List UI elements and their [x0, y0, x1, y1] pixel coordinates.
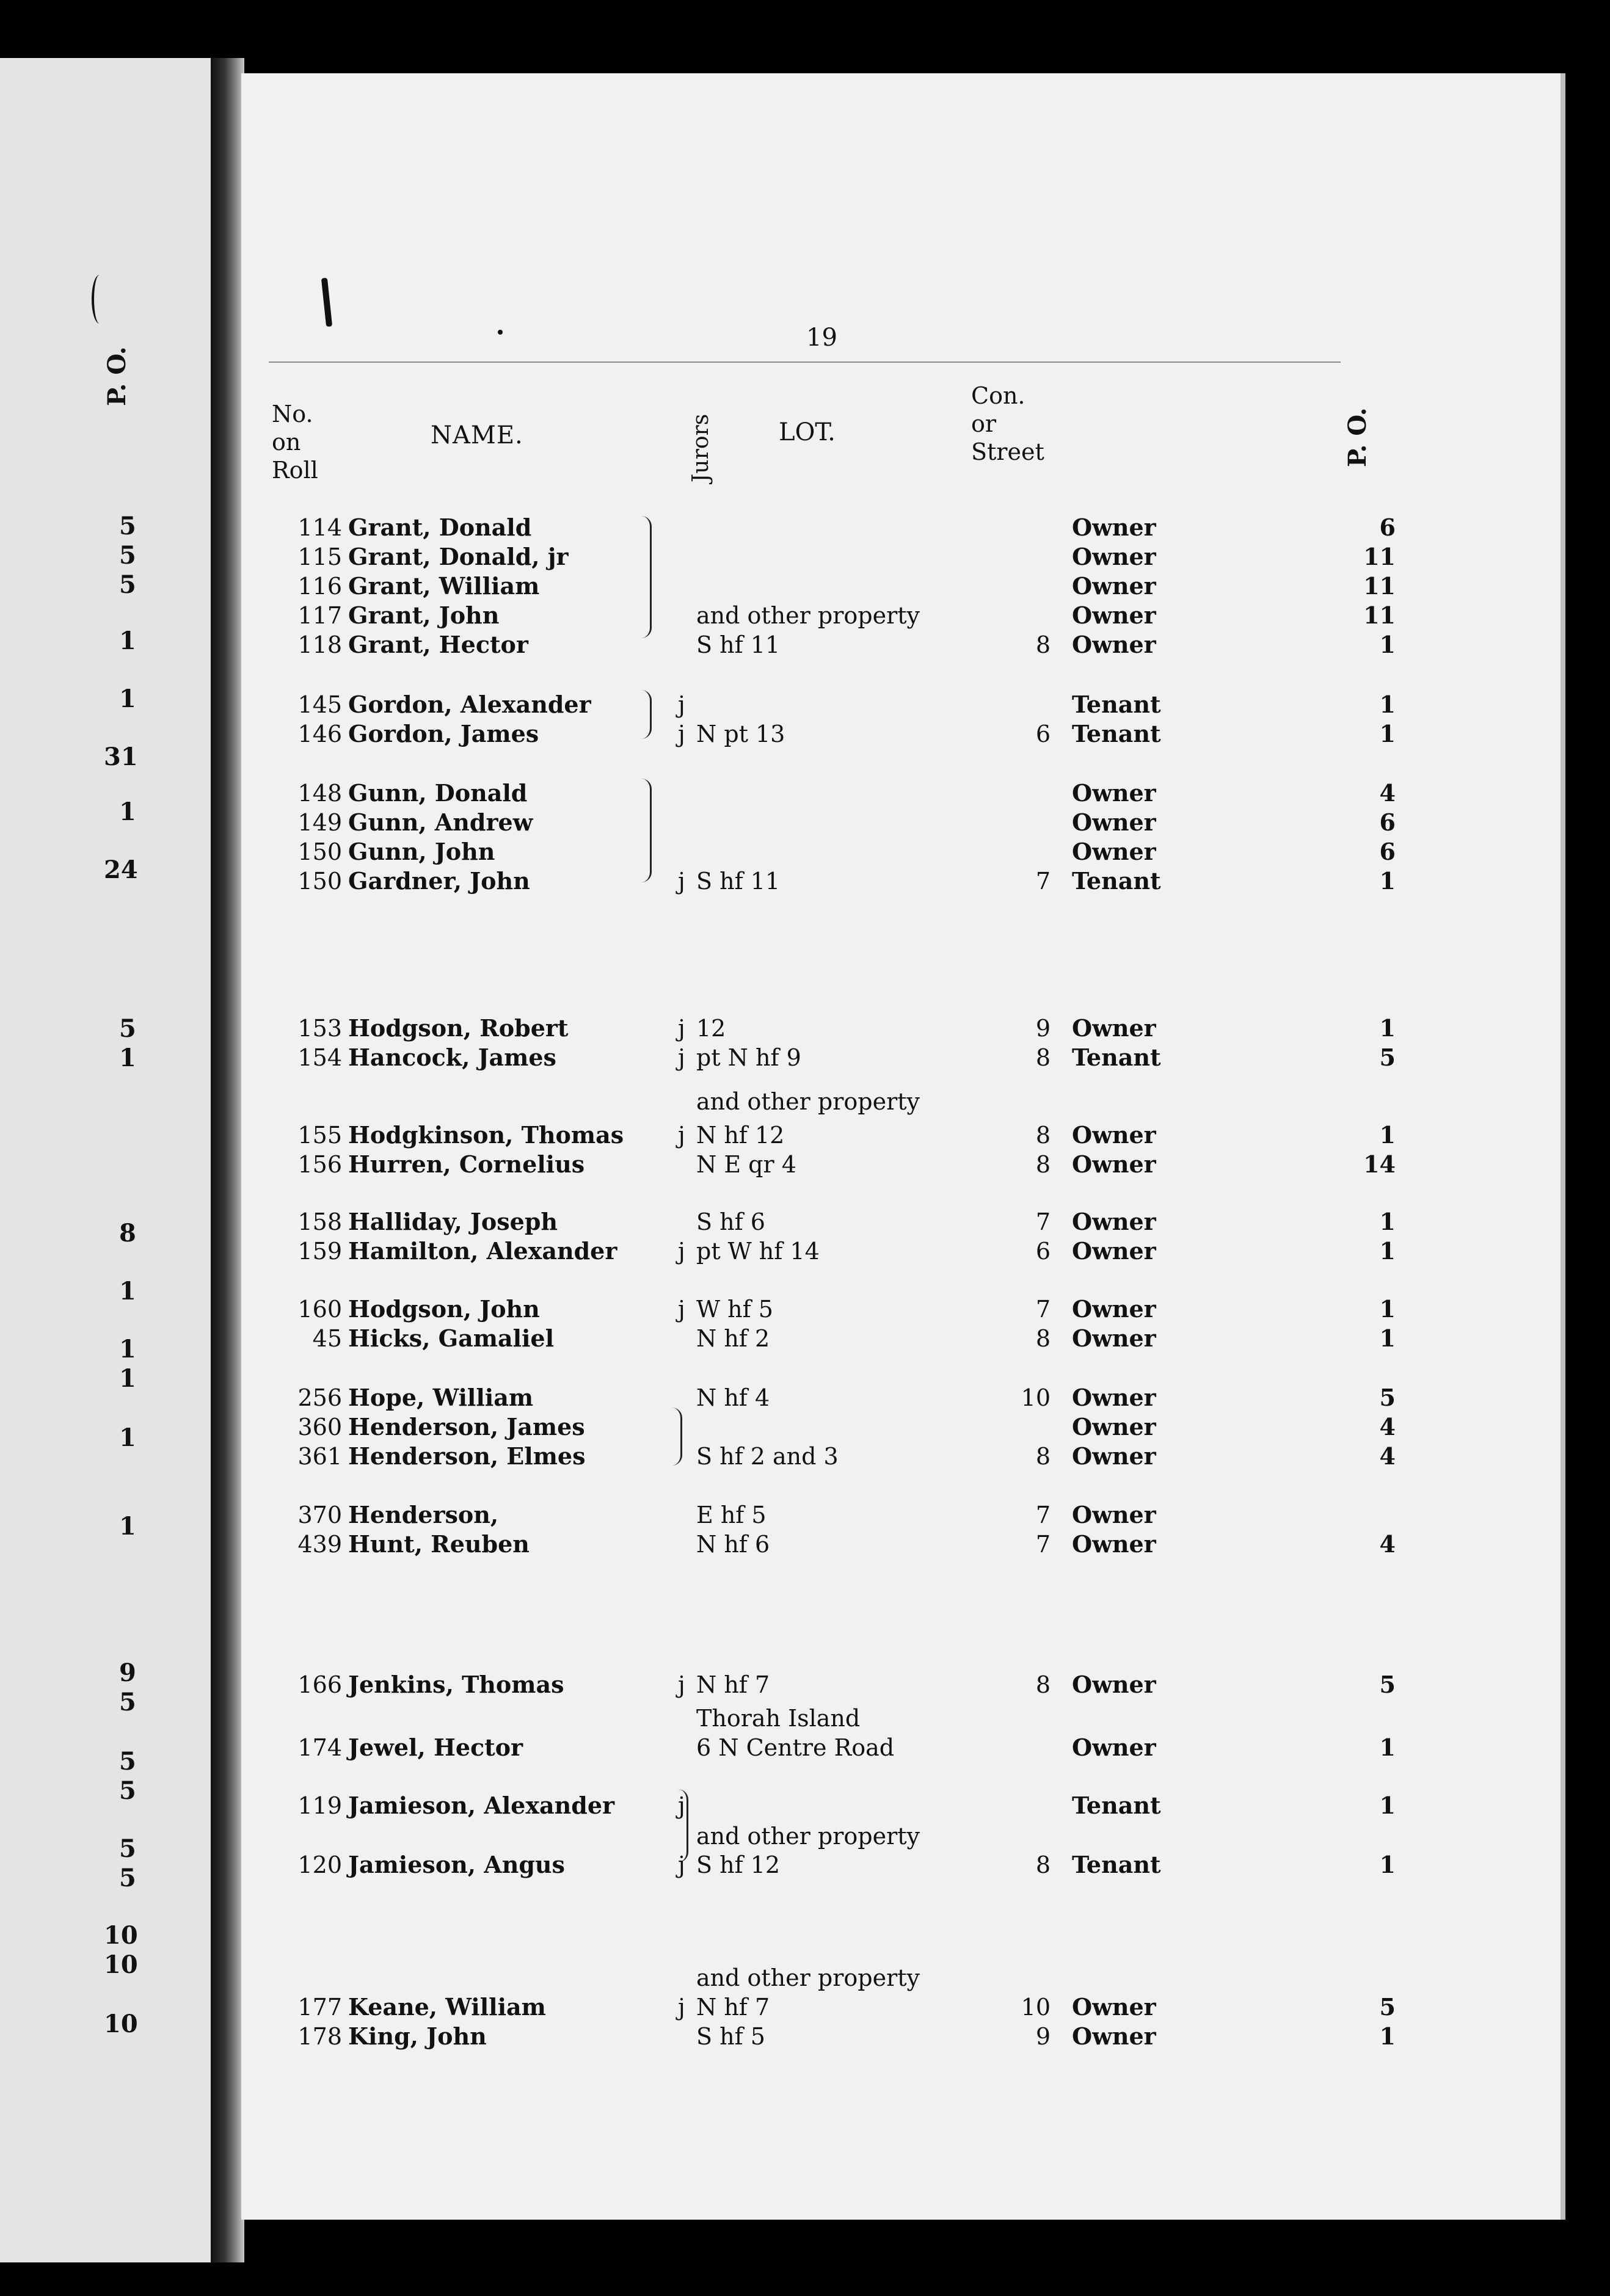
brace-henderson: [672, 1408, 682, 1466]
header-con-or-street: [971, 382, 1044, 466]
entry-lot: N hf 7: [696, 1671, 770, 1698]
header-on-line: on: [272, 429, 301, 456]
header-con-line: Con.: [971, 382, 1025, 409]
left-page-po-value: 5: [119, 541, 136, 570]
entry-status: Owner: [1072, 1295, 1156, 1323]
juror-mark: j: [678, 1994, 685, 2021]
entry-name: Henderson, James: [348, 1413, 585, 1440]
entry-name: Halliday, Joseph: [348, 1208, 558, 1235]
brace-grant: [641, 516, 652, 638]
entry-lot: S hf 11: [696, 631, 781, 658]
entry-status: Owner: [1072, 1501, 1156, 1528]
header-no-on-roll: [272, 400, 318, 484]
entry-name: Hamilton, Alexander: [348, 1237, 617, 1265]
left-page-po-value: 1: [119, 797, 136, 826]
entry-lot: and other property: [696, 602, 920, 629]
entry-name: Gunn, Donald: [348, 779, 528, 807]
entry-lot: N hf 7: [696, 1994, 770, 2021]
header-roll-line: Roll: [272, 457, 318, 484]
page-number: 19: [806, 324, 837, 352]
juror-mark: j: [678, 1122, 685, 1149]
header-no-line: No.: [272, 401, 313, 427]
juror-mark: j: [678, 868, 685, 895]
entry-status: Owner: [1072, 1208, 1156, 1235]
entry-status: Owner: [1072, 1384, 1156, 1411]
entry-status: Owner: [1072, 1121, 1156, 1149]
entry-lot: S hf 6: [696, 1208, 765, 1235]
entry-status: Owner: [1072, 1324, 1156, 1352]
left-page-po-value: 31: [104, 743, 138, 771]
entry-lot: N E qr 4: [696, 1151, 796, 1178]
entry-lot: N pt 13: [696, 721, 785, 747]
brace-gordon: [641, 690, 652, 739]
entry-name: Gunn, John: [348, 838, 495, 865]
entry-status: Owner: [1072, 543, 1156, 570]
page-edge: [1561, 73, 1565, 2220]
entry-lot: S hf 12: [696, 1851, 781, 1878]
left-page-po-value: 10: [104, 1921, 138, 1950]
entry-status: Owner: [1072, 631, 1156, 658]
left-page-po-value: 5: [119, 1747, 136, 1776]
left-page-po-value: 1: [119, 1423, 136, 1452]
entry-name: Hancock, James: [348, 1044, 556, 1071]
left-page-po-value: 24: [104, 856, 138, 884]
entry-status: Owner: [1072, 1530, 1156, 1558]
entry-name: Gordon, Alexander: [348, 691, 591, 718]
entry-lot: 6 N Centre Road: [696, 1734, 895, 1761]
left-page-po-value: 9: [119, 1658, 136, 1687]
entry-name: Hodgkinson, Thomas: [348, 1121, 624, 1149]
entry-lot: E hf 5: [696, 1502, 767, 1528]
left-page-po-value: 8: [119, 1219, 136, 1248]
entry-name: Grant, William: [348, 572, 540, 600]
brace-gunn: [641, 779, 652, 882]
entry-status: Owner: [1072, 572, 1156, 600]
entry-status: Owner: [1072, 2022, 1156, 2050]
entry-status: Owner: [1072, 1150, 1156, 1178]
juror-mark: j: [678, 1671, 685, 1698]
entry-status: Owner: [1072, 1237, 1156, 1265]
entry-name: Gordon, James: [348, 720, 539, 747]
entry-status: Tenant: [1072, 1851, 1161, 1878]
juror-mark: j: [678, 1044, 685, 1071]
entry-name: Gunn, Andrew: [348, 808, 533, 836]
entry-status: Tenant: [1072, 720, 1161, 747]
entry-lot: S hf 11: [696, 868, 781, 895]
entry-status: Owner: [1072, 779, 1156, 807]
left-page-po-value: 5: [119, 1688, 136, 1717]
entry-lot: N hf 4: [696, 1384, 770, 1411]
entry-status: Owner: [1072, 1734, 1156, 1761]
left-page-po-value: 5: [119, 512, 136, 540]
pen-mark-icon: [92, 275, 107, 324]
entry-name: Jewel, Hector: [348, 1734, 523, 1761]
entry-name: Grant, Donald, jr: [348, 543, 569, 570]
left-page-po-value: 10: [104, 2010, 138, 2038]
entry-status: Tenant: [1072, 867, 1161, 895]
entry-lot: Thorah Island: [696, 1705, 861, 1732]
left-page-po-value: 5: [119, 570, 136, 599]
header-name: NAME.: [431, 421, 523, 449]
entry-name: Grant, John: [348, 601, 500, 629]
entry-name: Keane, William: [348, 1993, 546, 2021]
entry-status: Owner: [1072, 1442, 1156, 1470]
entry-name: Hodgson, Robert: [348, 1014, 569, 1042]
left-page-po-value: 5: [119, 1776, 136, 1805]
entry-status: Owner: [1072, 514, 1156, 541]
juror-mark: j: [678, 691, 685, 718]
left-page-po-value: 1: [119, 1364, 136, 1393]
entry-lot: S hf 5: [696, 2023, 765, 2050]
entry-lot: and other property: [696, 1964, 920, 1991]
left-page-po-value: 10: [104, 1950, 138, 1979]
header-jurors: Jurors: [688, 413, 713, 482]
entry-status: Owner: [1072, 1413, 1156, 1440]
entry-name: Hicks, Gamaliel: [348, 1324, 555, 1352]
entry-name: Grant, Hector: [348, 631, 528, 658]
entry-status: Owner: [1072, 1014, 1156, 1042]
left-page-po-value: 5: [119, 1014, 136, 1043]
left-page-po-value: 5: [119, 1834, 136, 1863]
entry-name: Hurren, Cornelius: [348, 1150, 585, 1178]
entry-lot: and other property: [696, 1823, 920, 1850]
entry-lot: 12: [696, 1015, 726, 1042]
header-or-line: or: [971, 410, 997, 437]
entry-lot: S hf 2 and 3: [696, 1443, 839, 1470]
entry-status: Tenant: [1072, 1792, 1161, 1819]
entry-status: Owner: [1072, 838, 1156, 865]
left-page-po-value: 5: [119, 1864, 136, 1892]
juror-mark: j: [678, 1792, 685, 1819]
entry-name: Hodgson, John: [348, 1295, 540, 1323]
entry-name: Grant, Donald: [348, 514, 532, 541]
entry-lot: pt W hf 14: [696, 1238, 820, 1265]
header-po: P. O.: [1343, 407, 1372, 467]
juror-mark: j: [678, 1015, 685, 1042]
entry-status: Owner: [1072, 1671, 1156, 1698]
entry-lot: N hf 2: [696, 1325, 770, 1352]
book-gutter: [211, 58, 244, 2262]
entry-lot: pt N hf 9: [696, 1044, 801, 1071]
left-page-po-value: 1: [119, 1277, 136, 1306]
entry-lot: N hf 12: [696, 1122, 785, 1149]
entry-status: Owner: [1072, 1993, 1156, 2021]
left-page-po-value: 1: [119, 1335, 136, 1364]
header-lot: LOT.: [779, 418, 836, 446]
entry-name: Jamieson, Alexander: [348, 1792, 615, 1819]
entry-status: Tenant: [1072, 1044, 1161, 1071]
entry-status: Tenant: [1072, 691, 1161, 718]
entry-name: Henderson,: [348, 1501, 499, 1528]
entry-name: Hunt, Reuben: [348, 1530, 530, 1558]
juror-mark: j: [678, 1851, 685, 1878]
left-page-po-value: 1: [119, 627, 136, 655]
entry-name: King, John: [348, 2022, 487, 2050]
juror-mark: j: [678, 721, 685, 747]
ink-dot-icon: [498, 330, 503, 335]
entry-lot: and other property: [696, 1088, 920, 1115]
left-page-po-value: 1: [119, 1044, 136, 1072]
entry-name: Hope, William: [348, 1384, 534, 1411]
left-page-po-value: 1: [119, 1512, 136, 1541]
entry-lot: W hf 5: [696, 1296, 773, 1323]
left-page-po-value: 1: [119, 685, 136, 713]
juror-mark: j: [678, 1296, 685, 1323]
header-rule: [269, 361, 1341, 363]
entry-name: Gardner, John: [348, 867, 530, 895]
entry-status: Owner: [1072, 601, 1156, 629]
header-street-line: Street: [971, 438, 1044, 465]
entry-name: Jenkins, Thomas: [348, 1671, 564, 1698]
entry-status: Owner: [1072, 808, 1156, 836]
entry-name: Henderson, Elmes: [348, 1442, 586, 1470]
juror-mark: j: [678, 1238, 685, 1265]
entry-name: Jamieson, Angus: [348, 1851, 565, 1878]
entry-lot: N hf 6: [696, 1531, 770, 1558]
left-page-po-header: P. O.: [103, 346, 131, 406]
